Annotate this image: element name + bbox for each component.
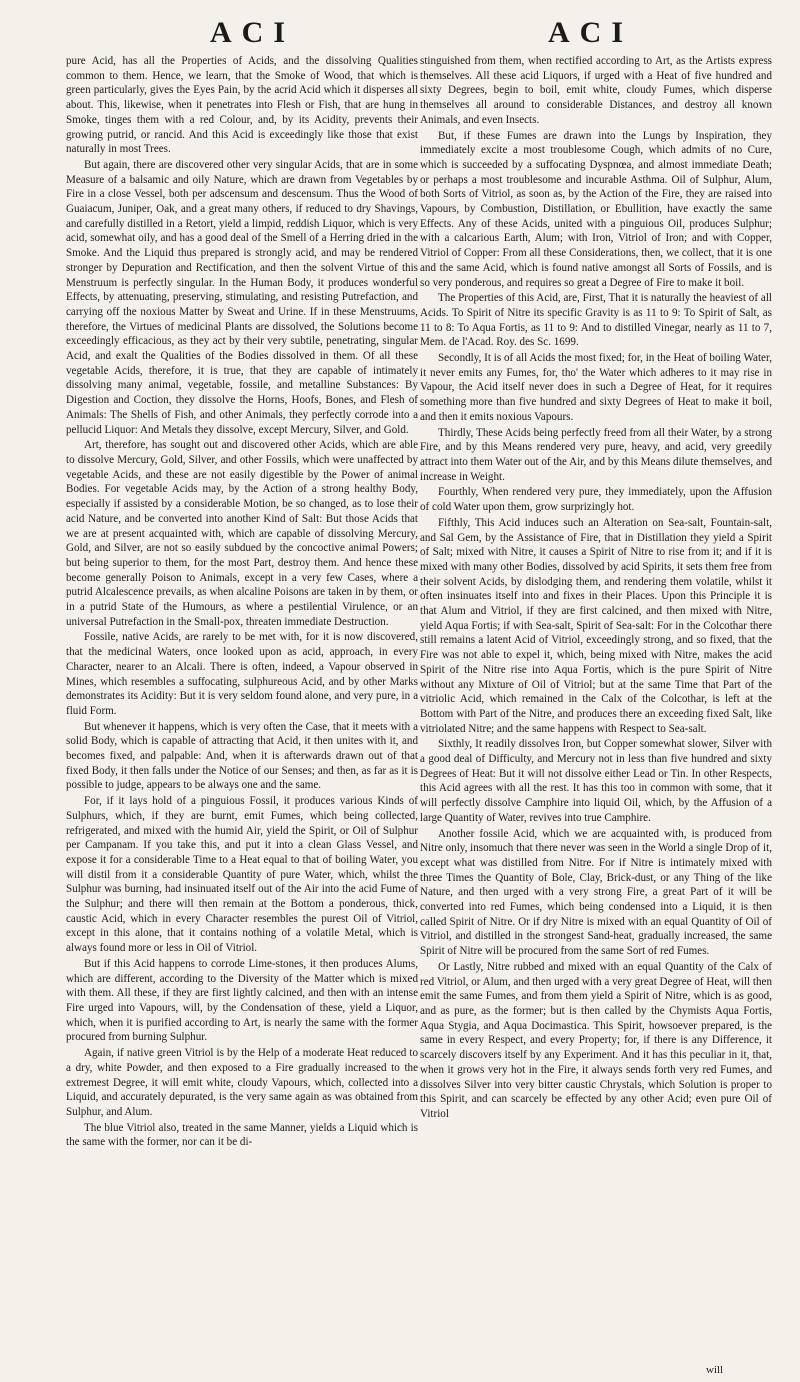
catchword: will bbox=[706, 1364, 724, 1376]
paragraph: Sixthly, It readily dissolves Iron, but Copper somewhat slower, Silver with a good deal of Difficulty, and Mercury not in less than five hundred and sixty Degrees of Heat: But it will not dissolve either Lead or Tin. In other Respects, this Acid agrees with all the rest. It has this too in common with some, that it will perfectly dissolve Camphire into liquid Oil, which, by the Affusion of a large Quantity of Water, revives into true Camphire. bbox=[420, 738, 772, 824]
paragraph: Fifthly, This Acid induces such an Alteration on Sea-salt, Fountain-salt, and Sal Gem, by the Assistance of Fire, that in Distillation they yield a Spirit of Salt; mixed with Nitre, it causes a Spirit of Nitre to rise from it; and if it is mixed with many other Bodies, dissolved by acid Spirits, it sets them free from their solvent Acids, by dislodging them, and rendering them volatile, whilst it often insinuates itself into and fixes in their Places. Upon this Principle it is that Alum and Vitriol, if they are first calcined, and then mixed with Nitre, yield Aqua Fortis; if with Sea-salt, Spirit of Sea-salt: For in the Colcothar there still remains a latent Acid of Vitriol, exceedingly strong, and so fixed, that the Fire was not able to expel it, which, being mixed with Nitre, makes the acid Spirit of the Nitre rise into Aqua Fortis, which is the pure Spirit of Nitre without any Mixture of Oil of Vitriol; but at the same Time that Part of the vitriolic Acid, which remained in the Calx of the Colcothar, is left at the Bottom with Part of the Nitre, and produces there an exceeding fixed Salt, like vitriolated Nitre; and the same happens with Respect to Sea-salt. bbox=[420, 516, 772, 735]
paragraph: Fossile, native Acids, are rarely to be met with, for it is now discovered, that the medicinal Waters, once looked upon as acid, approach, in every Character, nearer to an Alcali. There is often, indeed, a Vapour observed in Mines, which resembles a suffocating, sulphureous Acid, and by other Marks demonstrates its Acidity: But it is very seldom found alone, and very pure, in a fluid Form. bbox=[66, 631, 418, 717]
paragraph: stinguished from them, when rectified according to Art, as the Artists express themselves. All these acid Liquors, if urged with a Heat of five hundred and sixty Degrees, begin to boil, emit white, cloudy Fumes, which disperse themselves all around to considerable Distances, and destroy all known Animals, and even Insects. bbox=[420, 55, 772, 126]
paragraph: Or Lastly, Nitre rubbed and mixed with an equal Quantity of the Calx of red Vitriol, or Alum, and then urged with a very great Degree of Heat, will then emit the same Fumes, and from them yield a Spirit of Nitre, which is as good, and as pure, as the former; but is then called by the Chymists Aqua Fortis, Aqua Stygia, and Aqua Docimastica. This Spirit, howsoever prepared, is the same in every Respect, and every Property; for, if there is any Difference, it scarcely discovers itself by any Experiment. And it has this peculiar in it, that, when it grows very hot in the Fire, it always sends forth very red Fumes, and dissolves Silver into very bitter caustic Chrystals, which Solution is proper to this Spirit, and can scarcely be effected by any other Acid; even pure Oil of Vitriol bbox=[420, 960, 772, 1120]
paragraph: For, if it lays hold of a pinguious Fossil, it produces various Kinds of Sulphurs, which, if they are burnt, emit Fumes, which being collected, refrigerated, and mixed with the humid Air, yield the Spirit, or Oil of Sulphur per Campanam. If you take this, and put it into a clean Glass Vessel, and expose it for a considerable Time to a Heat equal to that of boiling Water, you will distil from it a considerable Quantity of pure Water, which, whilst the Sulphur was burning, had insinuated itself out of the Air into the acid Fume of the Sulphur; and there will then remain at the Bottom a ponderous, thick, caustic Acid, which in every Character resembles the purest Oil of Vitriol, except in this alone, that it contains nothing of a volatile Metal, which is always found more or less in Oil of Vitriol. bbox=[66, 795, 418, 955]
paragraph: But again, there are discovered other very singular Acids, that are in some Measure of a balsamic and oily Nature, which are drawn from Vegetables by Fire in a close Vessel, both per adscensum and descensum. Thus the Wood of Guaiacum, Juniper, Oak, and a great many others, if reduced to dry Shavings, and carefully distilled in a Retort, yield a limpid, reddish Liquor, which is very acid, somewhat oily, and has a good deal of the Smell of a Herring dried in the Smoke. And the Liquid thus prepared is strongly acid, and may be rendered stronger by Depuration and Rectification, and then the solvent Virtue of this Menstruum is perfectly singular. In the Human Body, it produces wonderful Effects, by attenuating, preserving, stimulating, and resisting Putrefaction, and carrying off the noxious Matter by Sweat and Urine. If in these Menstruums, therefore, the Virtues of medicinal Plants are dissolved, the Solutions become exceedingly efficacious, as they act by their very subtile, penetrating, singular Acid, and exalt the Qualities of the Bodies dissolved in them. Of all these vegetable Acids, therefore, it is true, that they are capable of intimately dissolving many animal, vegetable, fossile, and metalline Substances: By Digestion and Coction, they dissolve the Horns, Hoofs, Bones, and Flesh of Animals: The Shells of Fish, and other Animals, they perfectly corrode into a pellucid Liquor: And Metals they dissolve, except Mercury, Silver, and Gold. bbox=[66, 158, 418, 436]
running-head-right: ACI bbox=[548, 16, 634, 49]
paragraph: Fourthly, When rendered very pure, they immediately, upon the Affusion of cold Water upon them, grow surprizingly hot. bbox=[420, 486, 772, 514]
paragraph: But if this Acid happens to corrode Lime-stones, it then produces Alums, which are different, according to the Diversity of the Matter which is mixed with them. All these, if they are first lightly calcined, and then with an intense Fire urged into Vapours, will, by the Condensation of these, yield a Liquor, which, when it is purified according to Art, is nearly the same with the former procured from burning Sulphur. bbox=[66, 957, 418, 1044]
paragraph: Again, if native green Vitriol is by the Help of a moderate Heat reduced to a dry, white Powder, and then exposed to a Fire gradually increased to the extremest Degree, it will emit white, cloudy Vapours, which, collected into a Liquid, and accurately depurated, is the very same again as was obtained from Sulphur, and Alum. bbox=[66, 1047, 418, 1118]
running-head-left: ACI bbox=[210, 16, 296, 49]
paragraph: The Properties of this Acid, are, First, That it is naturally the heaviest of all Acids. To Spirit of Nitre its specific Gravity is as 11 to 9: To Spirit of Salt, as 11 to 8: To Aqua Fortis, as 11 to 9: And to distilled Vinegar, nearly as 11 to 7, Mem. de l'Acad. Roy. des Sc. 1699. bbox=[420, 292, 772, 349]
right-column bbox=[420, 54, 772, 1370]
left-column bbox=[66, 54, 418, 1370]
paragraph: Secondly, It is of all Acids the most fixed; for, in the Heat of boiling Water, it never emits any Fumes, for, tho' the Water which adheres to it may rise in Vapour, the Acid itself never does in such a Degree of Heat, for it requires something more than five hundred and sixty Degrees of Heat to make it boil, and then it emits noxious Vapours. bbox=[420, 352, 772, 423]
paragraph: Art, therefore, has sought out and discovered other Acids, which are able to dissolve Mercury, Gold, Silver, and other Fossils, which were unaffected by vegetable Acids, and these are not easily digestible by the Power of animal Bodies. For vegetable Acids may, by the Action of a strong healthy Body, especially if assisted by a considerable Motion, be so changed, as to lose their acid Nature, and be converted into another Kind of Salt: But those Acids that we are at present acquainted with, which are capable of dissolving Mercury, Gold, and Silver, are not so easily subdued by the concoctive animal Powers; but being superior to them, for the most Part, destroy them. And hence these become generally Poison to Animals, except in a very few Cases, where a putrid Alcalescence prevails, as when alcaline Poisons are taken in by them, or in a putrid State of the Humours, as where a pestilential Virulence, or an universal Putrefaction in the Small-pox, threaten immediate Destruction. bbox=[66, 439, 418, 628]
paragraph: Thirdly, These Acids being perfectly freed from all their Water, by a strong Fire, and by this Means rendered very pure, heavy, and acid, very greedily attract into them Water out of the Air, and by this Means dilute themselves, and increase in Weight. bbox=[420, 426, 772, 483]
paragraph: But, if these Fumes are drawn into the Lungs by Inspiration, they immediately excite a most troublesome Cough, which admits of no Cure, which is succeeded by a suffocating Dyspnœa, and almost immediate Death; or perhaps a most troublesome and incurable Asthma. Oil of Sulphur, Alum, both Sorts of Vitriol, as soon as, by the Action of the Fire, they are raised into Vapours, by Combustion, Distillation, or Ebullition, have exactly the same Effects. Any of these Acids, united with a pinguious Oil, produces Sulphur; with a calcarious Earth, Alum; with Iron, Vitriol of Iron; and with Copper, Vitriol of Copper: From all these Considerations, then, we collect, that it is one and the same Acid, which is found native amongst all Sorts of Fossils, and is so very ponderous, and requires so great a Degree of Fire to make it boil. bbox=[420, 129, 772, 289]
paragraph: The blue Vitriol also, treated in the same Manner, yields a Liquid which is the same with the former, nor can it be di- bbox=[66, 1121, 418, 1149]
paragraph: But whenever it happens, which is very often the Case, that it meets with a solid Body, which is capable of attracting that Acid, it then unites with it, and becomes fixed, and palpable: And, when it is afterwards drawn out of that fixed Body, it then falls under the Notice of our Senses; and then, as far as it is possible to judge, appears to be always one and the same. bbox=[66, 720, 418, 792]
paragraph: pure Acid, has all the Properties of Acids, and the dissolving Qualities common to them. Hence, we learn, that the Smoke of Wood, that which is green particularly, gives the Eyes Pain, by the acrid Acid which it disperses all about. This, likewise, when it penetrates into Flesh or Fish, that are hung in Smoke, tinges them with a red Colour, and, by its Acidity, prevents their growing putrid, or rancid. And this Acid is exceedingly like those that exist naturally in most Trees. bbox=[66, 55, 418, 156]
paragraph: Another fossile Acid, which we are acquainted with, is produced from Nitre only, insomuch that there never was seen in the World a single Drop of it, except what was distilled from Nitre. For if Nitre is intimately mixed with three Times the Quantity of Bole, Clay, Brick-dust, or any Thing of the like Nature, and then urged with a very strong Fire, a great Part of it will be converted into red Fumes, which being condensed into a Liquid, it is then called Spirit of Nitre. Or if dry Nitre is mixed with an equal Quantity of Oil of Vitriol, and distilled in the strongest Sand-heat, gradually increased, the same Spirit of Nitre will be procured from the same Sort of red Fumes. bbox=[420, 827, 772, 958]
